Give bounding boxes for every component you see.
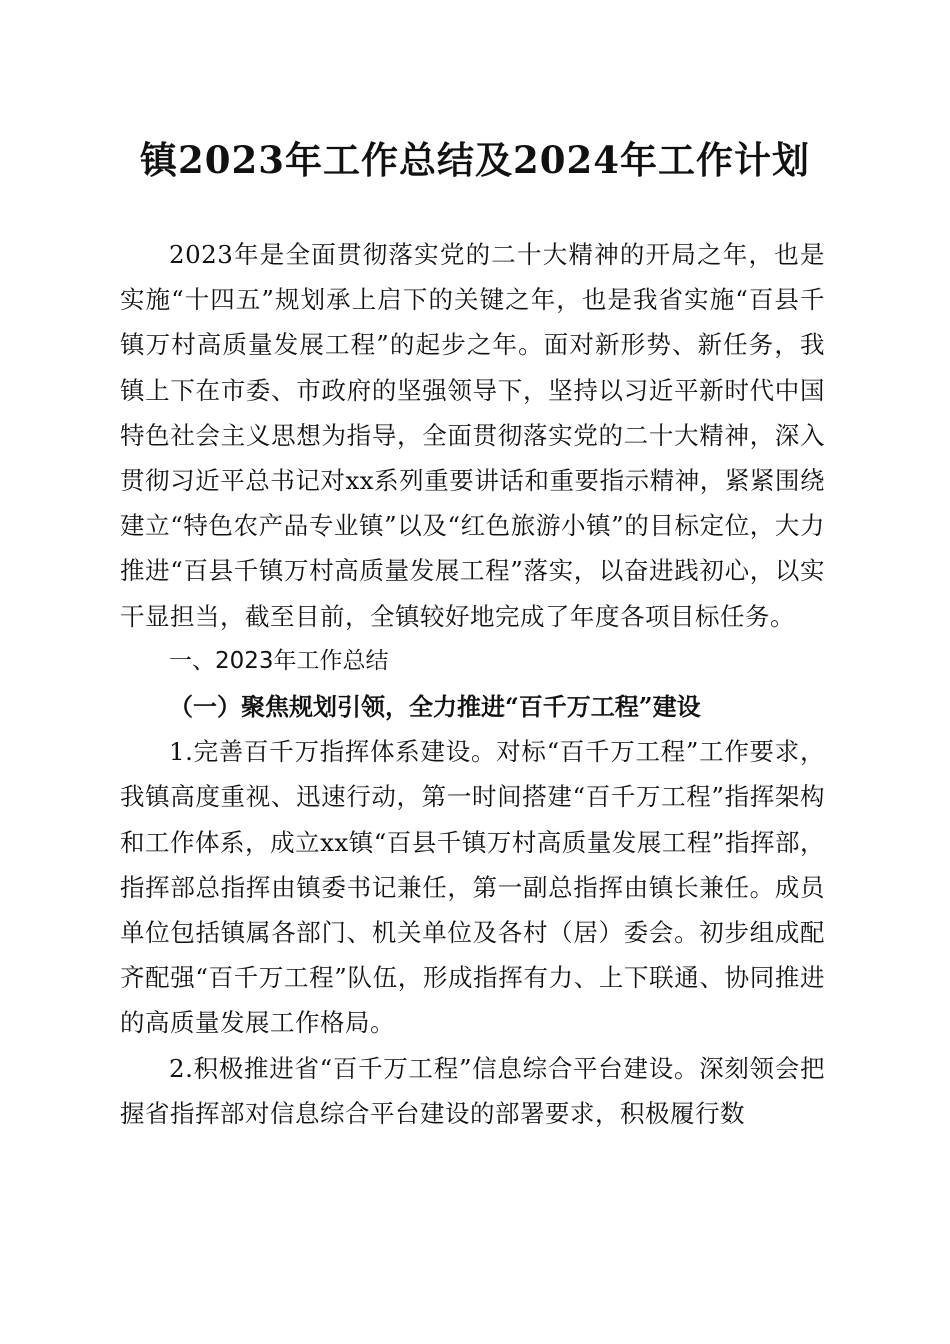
subsection-heading-planning: （一）聚焦规划引领，全力推进“百千万工程”建设	[169, 692, 701, 722]
document-title: 镇2023年工作总结及2024年工作计划	[140, 138, 810, 182]
intro-paragraph: 2023年是全面贯彻落实党的二十大精神的开局之年，也是实施“十四五”规划承上启下的关键之年，也是我省实施“百县千镇万村高质量发展工程”的起步之年。面对新形势、新任务，我镇上下在市委、市政府的坚强领导下，坚持以习近平新时代中国特色社会主义思想为指导，全面贯彻落实党的二十大精神，深入贯彻习近平总书记对xx系列重要讲话和重要指示精神，紧紧围绕建立“特色农产品专业镇”以及“红色旅游小镇”的目标定位，大力推进“百县千镇万村高质量发展工程”落实，以奋进践初心，以实干显担当，截至目前，全镇较好地完成了年度各项目标任务。	[120, 240, 825, 631]
section-heading-work-summary: 一、2023年工作总结	[169, 647, 389, 674]
item-paragraph-1: 1.完善百千万指挥体系建设。对标“百千万工程”工作要求，我镇高度重视、迅速行动，第一时间搭建“百千万工程”指挥架构和工作体系，成立xx镇“百县千镇万村高质量发展工程”指挥部，指挥部总指挥由镇委书记兼任，第一副总指挥由镇长兼任。成员单位包括镇属各部门、机关单位及各村（居）委会。初步组成配齐配强“百千万工程”队伍，形成指挥有力、上下联通、协同推进的高质量发展工作格局。	[120, 737, 825, 1038]
item-paragraph-2: 2.积极推进省“百千万工程”信息综合平台建设。深刻领会把握省指挥部对信息综合平台建设的部署要求，积极履行数	[120, 1053, 825, 1128]
document-body	[120, 232, 825, 1136]
